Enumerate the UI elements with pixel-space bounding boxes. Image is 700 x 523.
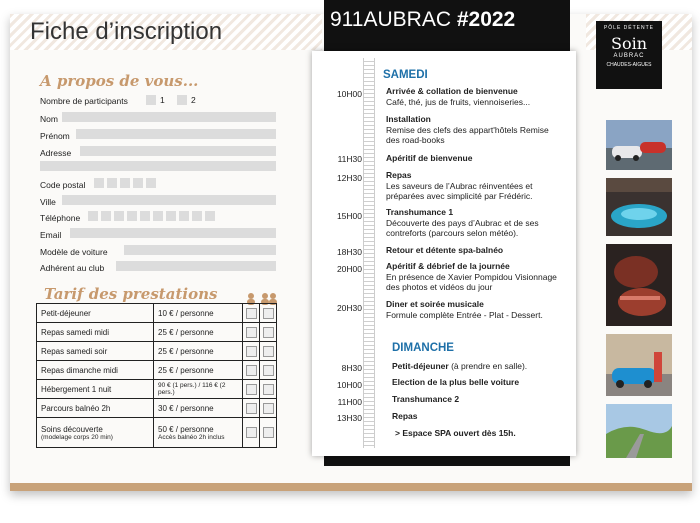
- event-item: [386, 114, 556, 146]
- event-desc: Découverte des pays d’Aubrac et de ses contreforts (parcours selon météo).: [386, 217, 539, 238]
- tarif-checkbox-1-person[interactable]: [246, 427, 257, 438]
- event-item: [386, 245, 572, 256]
- address-label: Adresse: [40, 148, 72, 158]
- event-desc: (à prendre en salle).: [451, 361, 528, 371]
- soin-aubrac-logo: [596, 21, 662, 89]
- event-time: 20H00: [336, 264, 362, 274]
- phone-digit-10[interactable]: [205, 211, 215, 221]
- event-item: [386, 86, 572, 107]
- event-item: [392, 394, 578, 405]
- tarif-checkbox-2-persons[interactable]: [263, 365, 274, 376]
- postcode-digit-5[interactable]: [146, 178, 156, 188]
- postcode-digit-4[interactable]: [133, 178, 143, 188]
- phone-digit-4[interactable]: [127, 211, 137, 221]
- event-desc: Remise des clefs des appart'hôtels Remise des road-books: [386, 124, 549, 145]
- tarif-row: [37, 361, 277, 380]
- tarif-item: Petit-déjeuner: [37, 304, 154, 323]
- page-title: Fiche d’inscription: [30, 18, 223, 45]
- logo-bottom-text: CHAUDES-AIGUES: [606, 62, 652, 68]
- tarif-row: [37, 342, 277, 361]
- tarif-checkbox-2-persons[interactable]: [263, 427, 274, 438]
- event-title: Repas: [392, 411, 418, 421]
- firstname-field[interactable]: [76, 129, 276, 139]
- event-item: [386, 299, 572, 320]
- tarif-item: Repas samedi soir: [37, 342, 154, 361]
- tarif-row: [37, 399, 277, 418]
- event-item: [395, 428, 581, 439]
- tarif-row: [37, 304, 277, 323]
- event-item: [386, 207, 572, 239]
- program-title-event: 911AUBRAC: [330, 8, 451, 31]
- bottom-gold-bar: [10, 483, 692, 491]
- participants-1-checkbox[interactable]: [146, 95, 156, 105]
- event-title: Apéritif de bienvenue: [386, 153, 473, 163]
- tarif-checkbox-1-person[interactable]: [246, 308, 257, 319]
- event-time: 10H00: [336, 89, 362, 99]
- tarif-price: 25 € / personne: [154, 323, 243, 342]
- address-field-2[interactable]: [40, 161, 276, 171]
- tarif-table: [36, 303, 277, 448]
- phone-digit-7[interactable]: [166, 211, 176, 221]
- event-title: Election de la plus belle voiture: [392, 377, 520, 387]
- tarif-row: [37, 323, 277, 342]
- event-time: 15H00: [336, 211, 362, 221]
- event-time: 11H30: [337, 154, 362, 164]
- tarif-item: Soins découverte: [41, 424, 103, 434]
- tarif-item: Hébergement 1 nuit: [37, 380, 154, 399]
- event-desc: Formule complète Entrée - Plat - Dessert.: [386, 309, 543, 320]
- phone-digit-9[interactable]: [192, 211, 202, 221]
- name-label: Nom: [40, 114, 58, 124]
- city-field[interactable]: [62, 195, 276, 205]
- tarif-item-sub: (modelage corps 20 min): [41, 433, 113, 441]
- cars-on-road-photo: [606, 120, 672, 170]
- event-time: 10H00: [336, 380, 362, 390]
- event-time: 8H30: [341, 363, 362, 373]
- saturday-heading: SAMEDI: [383, 69, 428, 81]
- tarif-checkbox-2-persons[interactable]: [263, 384, 274, 395]
- event-desc: Café, thé, jus de fruits, viennoiseries...: [386, 96, 531, 107]
- participants-2-label: 2: [191, 95, 196, 105]
- tarif-item: Repas dimanche midi: [37, 361, 154, 380]
- event-time: 13H30: [336, 413, 362, 423]
- event-title: Installation: [386, 114, 431, 124]
- event-time: 20H30: [336, 303, 362, 313]
- tarif-checkbox-2-persons[interactable]: [263, 346, 274, 357]
- tarif-checkbox-2-persons[interactable]: [263, 308, 274, 319]
- event-title: Transhumance 2: [392, 394, 460, 404]
- tarif-item: Repas samedi midi: [37, 323, 154, 342]
- club-member-label: Adhérent au club: [40, 263, 105, 273]
- postcode-digit-3[interactable]: [120, 178, 130, 188]
- event-item: [392, 377, 578, 388]
- event-title: Petit-déjeuner: [392, 361, 449, 371]
- postcode-label: Code postal: [40, 180, 86, 190]
- program-title: [330, 8, 570, 32]
- email-field[interactable]: [70, 228, 276, 238]
- event-desc: Les saveurs de l’Aubrac réinventées et préparées avec simplicité par Frédéric.: [386, 180, 533, 201]
- phone-digit-3[interactable]: [114, 211, 124, 221]
- event-time: 11H00: [337, 397, 362, 407]
- tarif-row: [37, 418, 277, 448]
- timeline-ruler: [363, 58, 375, 448]
- tarif-checkbox-1-person[interactable]: [246, 365, 257, 376]
- tarif-checkbox-1-person[interactable]: [246, 403, 257, 414]
- tarif-price: 10 € / personne: [154, 304, 243, 323]
- event-item: [392, 361, 578, 372]
- phone-digit-5[interactable]: [140, 211, 150, 221]
- tarif-item: Parcours balnéo 2h: [37, 399, 154, 418]
- logo-brand-sub: AUBRAC: [613, 53, 645, 59]
- phone-digit-6[interactable]: [153, 211, 163, 221]
- event-title: Transhumance 1: [386, 207, 454, 217]
- phone-label: Téléphone: [40, 213, 81, 223]
- event-desc: En présence de Xavier Pompidou Visionnage des photos et vidéos du jour: [386, 271, 557, 292]
- tarif-checkbox-1-person[interactable]: [246, 346, 257, 357]
- tarif-heading: Tarif des prestations: [44, 285, 218, 303]
- logo-brand-text: Soin: [610, 34, 647, 53]
- event-item: [392, 411, 578, 422]
- participants-2-checkbox[interactable]: [177, 95, 187, 105]
- event-title: Repas: [386, 170, 412, 180]
- event-time: 18H30: [336, 247, 362, 257]
- about-heading: A propos de vous...: [40, 72, 199, 90]
- landscape-photo: [606, 404, 672, 458]
- event-title: Arrivée & collation de bienvenue: [386, 86, 518, 96]
- event-item: [386, 170, 572, 202]
- event-title: Retour et détente spa-balnéo: [386, 245, 504, 255]
- event-item: [386, 153, 572, 164]
- firstname-label: Prénom: [40, 131, 70, 141]
- car-model-field[interactable]: [124, 245, 276, 255]
- phone-digit-1[interactable]: [88, 211, 98, 221]
- tarif-checkbox-2-persons[interactable]: [263, 327, 274, 338]
- phone-digit-8[interactable]: [179, 211, 189, 221]
- name-field[interactable]: [62, 112, 276, 122]
- tarif-price: 25 € / personne: [154, 361, 243, 380]
- steak-photo: [606, 244, 672, 326]
- tarif-checkbox-1-person[interactable]: [246, 327, 257, 338]
- tarif-checkbox-1-person[interactable]: [246, 384, 257, 395]
- postcode-digit-1[interactable]: [94, 178, 104, 188]
- event-title: Apéritif & débrief de la journée: [386, 261, 510, 271]
- address-field-1[interactable]: [80, 146, 276, 156]
- tarif-checkbox-2-persons[interactable]: [263, 403, 274, 414]
- spa-pool-photo: [606, 178, 672, 236]
- event-item: [386, 261, 572, 293]
- event-title: Diner et soirée musicale: [386, 299, 484, 309]
- event-title: > Espace SPA ouvert dès 15h.: [395, 428, 516, 438]
- phone-digit-2[interactable]: [101, 211, 111, 221]
- participants-label: Nombre de participants: [40, 96, 128, 106]
- car-model-label: Modèle de voiture: [40, 247, 108, 257]
- city-label: Ville: [40, 197, 56, 207]
- program-title-year: #2022: [456, 8, 516, 31]
- email-label: Email: [40, 230, 62, 240]
- club-member-field[interactable]: [116, 261, 276, 271]
- tarif-price-sub: Accès balnéo 2h inclus: [158, 433, 225, 441]
- tarif-price: 90 € (1 pers.) / 116 € (2 pers.): [154, 380, 243, 399]
- tarif-price: 30 € / personne: [154, 399, 243, 418]
- logo-top-text: PÔLE DÉTENTE: [603, 25, 655, 31]
- tarif-price: 50 € / personne: [158, 424, 214, 434]
- event-time: 12H30: [336, 173, 362, 183]
- tarif-row: [37, 380, 277, 399]
- blue-porsche-photo: [606, 334, 672, 396]
- postcode-digit-2[interactable]: [107, 178, 117, 188]
- participants-1-label: 1: [160, 95, 165, 105]
- sunday-heading: DIMANCHE: [392, 342, 454, 354]
- tarif-price: 25 € / personne: [154, 342, 243, 361]
